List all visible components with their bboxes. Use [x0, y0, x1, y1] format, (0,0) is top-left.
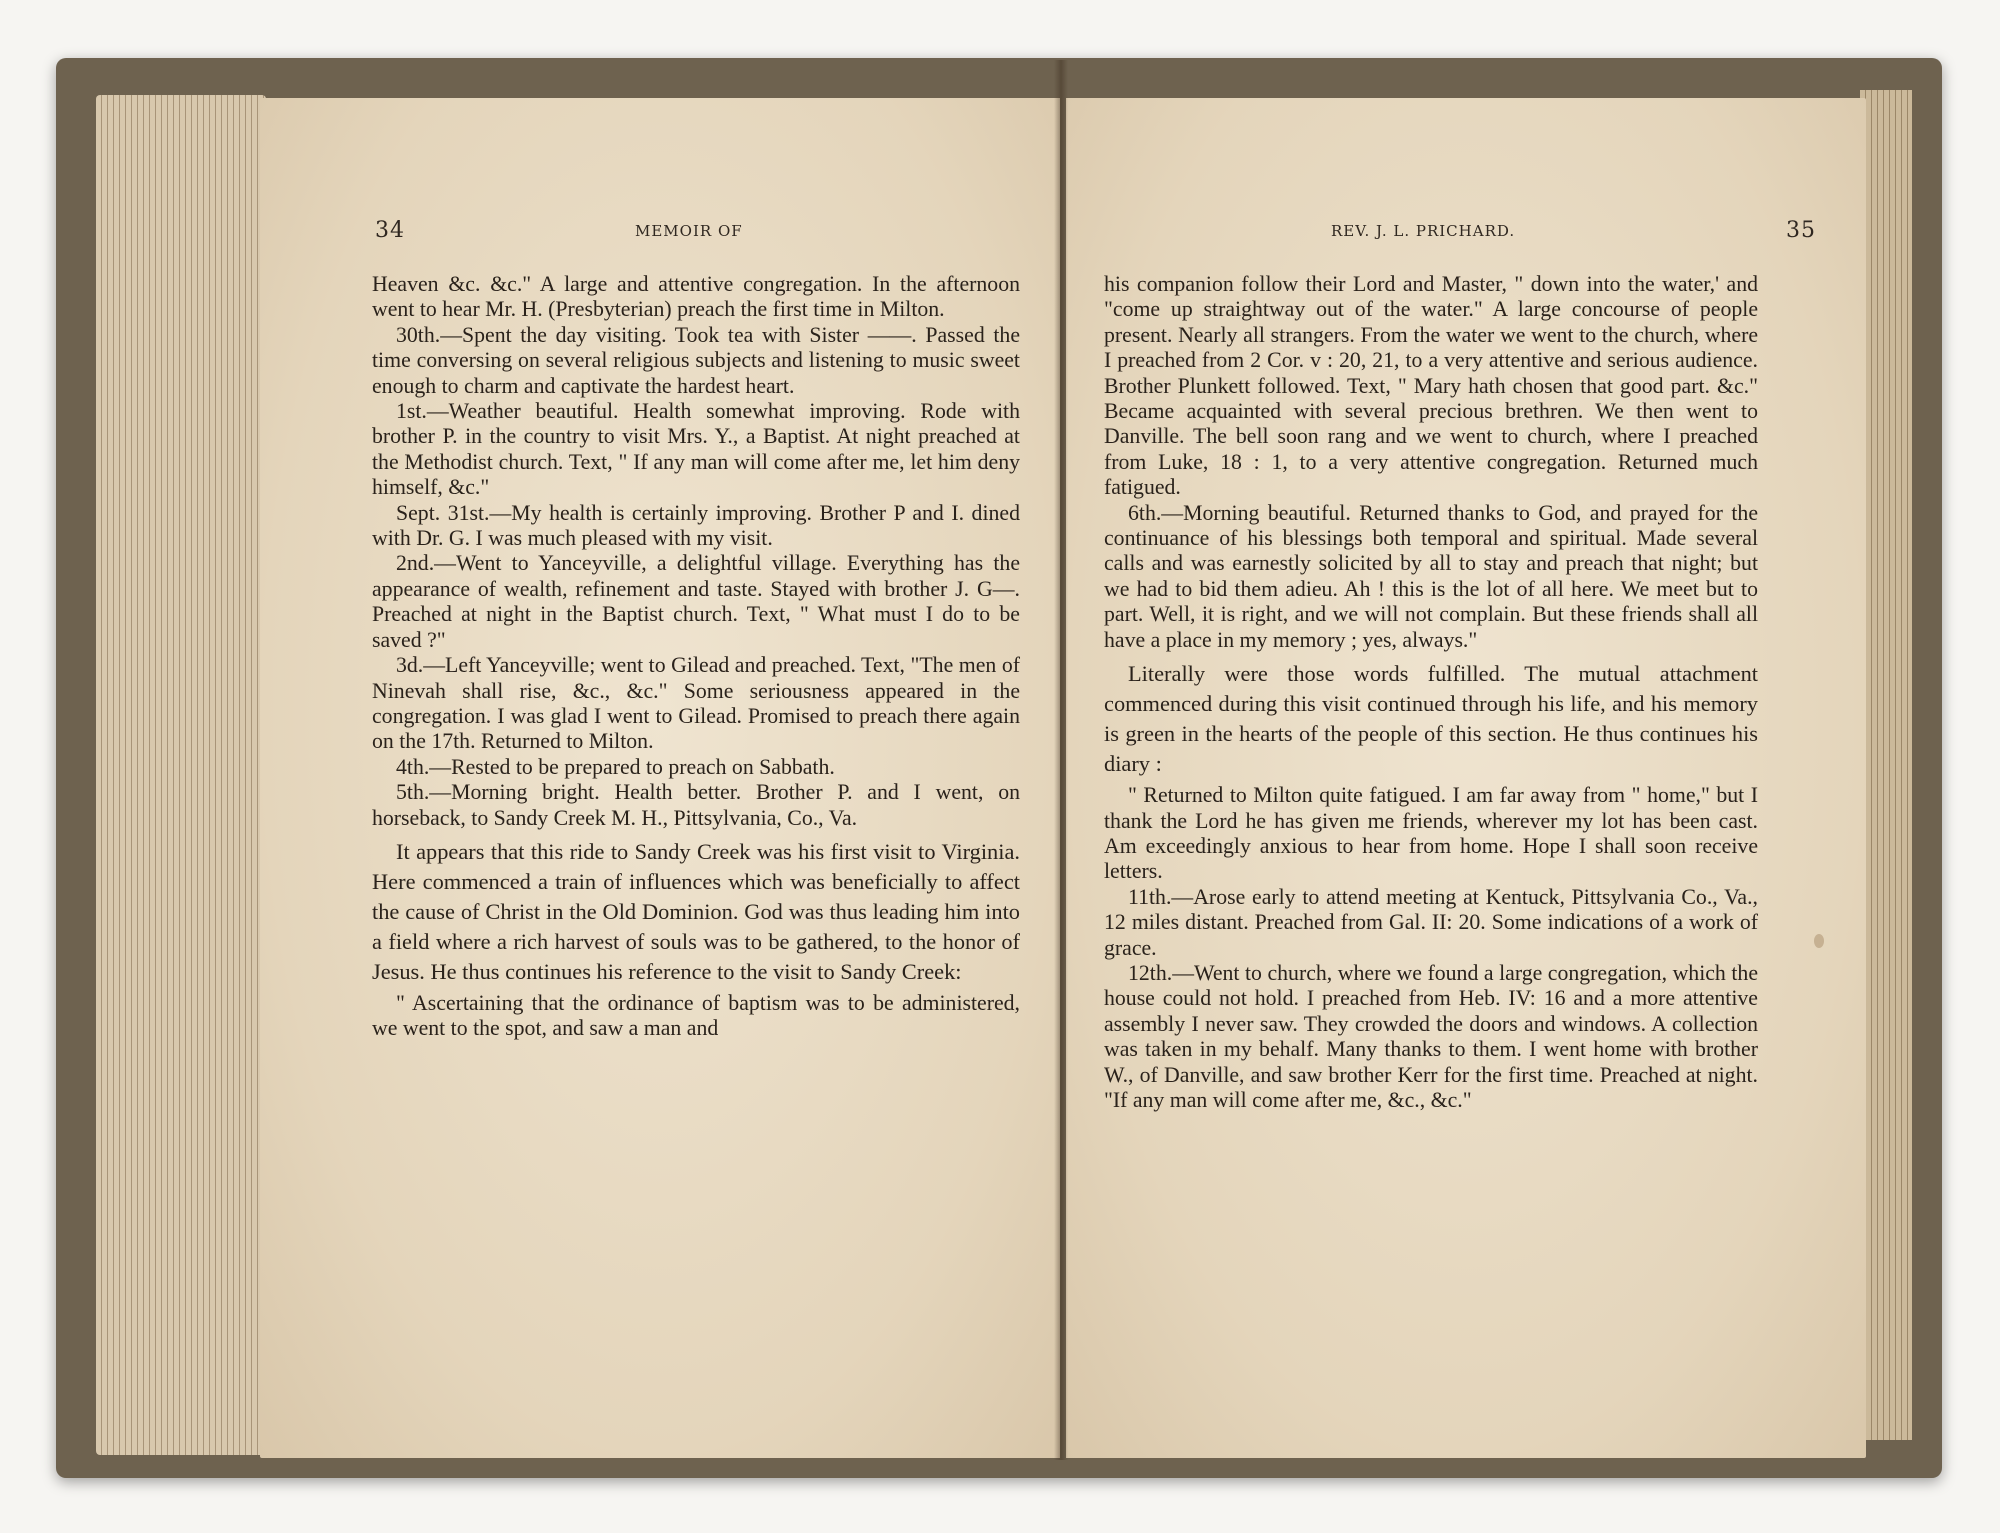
paragraph: " Returned to Milton quite fatigued. I am far away from " home," but I thank the Lord he has given me friends, wherever my lot has been cast. Am exceedingly anxious to hear from home. Hope I shall soon receive letters. [1104, 783, 1758, 884]
paragraph: 2nd.—Went to Yanceyville, a delightful village. Everything has the appearance of wealth, refinement and taste. Stayed with brother J. G—. Preached at night in the Baptist church. Text, " What must I do to be saved ?" [372, 551, 1020, 652]
right-page [1066, 98, 1866, 1458]
paragraph: " Ascertaining that the ordinance of baptism was to be administered, we went to the spot, and saw a man and [372, 990, 1020, 1041]
left-page-body [372, 272, 1020, 1042]
paragraph: 30th.—Spent the day visiting. Took tea with Sister ——. Passed the time conversing on several religious subjects and listening to music sweet enough to charm and captivate the hardest heart. [372, 322, 1020, 398]
paragraph: 3d.—Left Yanceyville; went to Gilead and preached. Text, "The men of Ninevah shall rise, &c., &c." Some seriousness appeared in the congregation. I was glad I went to Gilead. Promised to preach there again on the 17th. Returned to Milton. [372, 653, 1020, 754]
page-number: 35 [1786, 218, 1816, 243]
paragraph: 11th.—Arose early to attend meeting at Kentuck, Pittsylvania Co., Va., 12 miles distant. Preached from Gal. II: 20. Some indications of a work of grace. [1104, 884, 1758, 960]
page-number: 34 [375, 218, 405, 243]
left-page-header [260, 218, 1060, 248]
book-gutter [1054, 60, 1068, 1460]
paragraph: Literally were those words fulfilled. The mutual attachment commenced during this visit continued through his life, and his memory is green in the hearts of the people of this section. He thus continues his diary : [1104, 661, 1758, 777]
running-head: MEMOIR OF [635, 222, 743, 240]
page-edges-right [1860, 90, 1912, 1440]
paragraph: 5th.—Morning bright. Health better. Brother P. and I went, on horseback, to Sandy Creek M. H., Pittsylvania, Co., Va. [372, 780, 1020, 830]
running-head: REV. J. L. PRICHARD. [1331, 222, 1516, 240]
paragraph: 6th.—Morning beautiful. Returned thanks to God, and prayed for the continuance of his blessings both temporal and spiritual. Made several calls and was earnestly solicited by all to stay and preach that night; but we had to bid them adieu. Ah ! this is the lot of all here. We meet but to part. Well, it is right, and we will not complain. But these friends shall all have a place in my memory ; yes, always." [1104, 500, 1758, 652]
right-page-header [1066, 218, 1866, 248]
paragraph: 1st.—Weather beautiful. Health somewhat improving. Rode with brother P. in the country to visit Mrs. Y., a Baptist. At night preached at the Methodist church. Text, " If any man will come after me, let him deny himself, &c." [372, 399, 1020, 500]
right-page-body [1104, 272, 1758, 1113]
paragraph: 12th.—Went to church, where we found a large congregation, which the house could not hold. I preached from Heb. IV: 16 and a more attentive assembly I never saw. They crowded the doors and windows. A collection was taken in my behalf. Many thanks to them. I went home with brother W., of Danville, and saw brother Kerr for the first time. Preached at night. "If any man will come after me, &c., &c." [1104, 960, 1758, 1112]
paragraph: It appears that this ride to Sandy Creek was his first visit to Virginia. Here commenced a train of influences which was beneficially to affect the cause of Christ in the Old Dominion. God was thus leading him into a field where a rich harvest of souls was to be gathered, to the honor of Jesus. He thus continues his reference to the visit to Sandy Creek: [372, 838, 1020, 984]
paragraph: 4th.—Rested to be prepared to preach on Sabbath. [396, 754, 835, 779]
left-page [260, 98, 1060, 1458]
paragraph: Sept. 31st.—My health is certainly improving. Brother P and I. dined with Dr. G. I was much pleased with my visit. [372, 500, 1020, 551]
paragraph: Heaven &c. &c." A large and attentive congregation. In the afternoon went to hear Mr. H. (Presbyterian) preach the first time in Milton. [372, 272, 1020, 322]
page-edges-left [96, 95, 266, 1455]
paragraph: his companion follow their Lord and Master, " down into the water,' and "come up straightway out of the water." A large concourse of people present. Nearly all strangers. From the water we went to the church, where I preached from 2 Cor. v : 20, 21, to a very attentive and serious audience. Brother Plunkett followed. Text, " Mary hath chosen that good part. &c." Became acquainted with several precious brethren. We then went to Danville. The bell soon rang and we went to church, where I preached from Luke, 18 : 1, to a very attentive congregation. Returned much fatigued. [1104, 272, 1758, 500]
paper-stain [1814, 934, 1824, 948]
